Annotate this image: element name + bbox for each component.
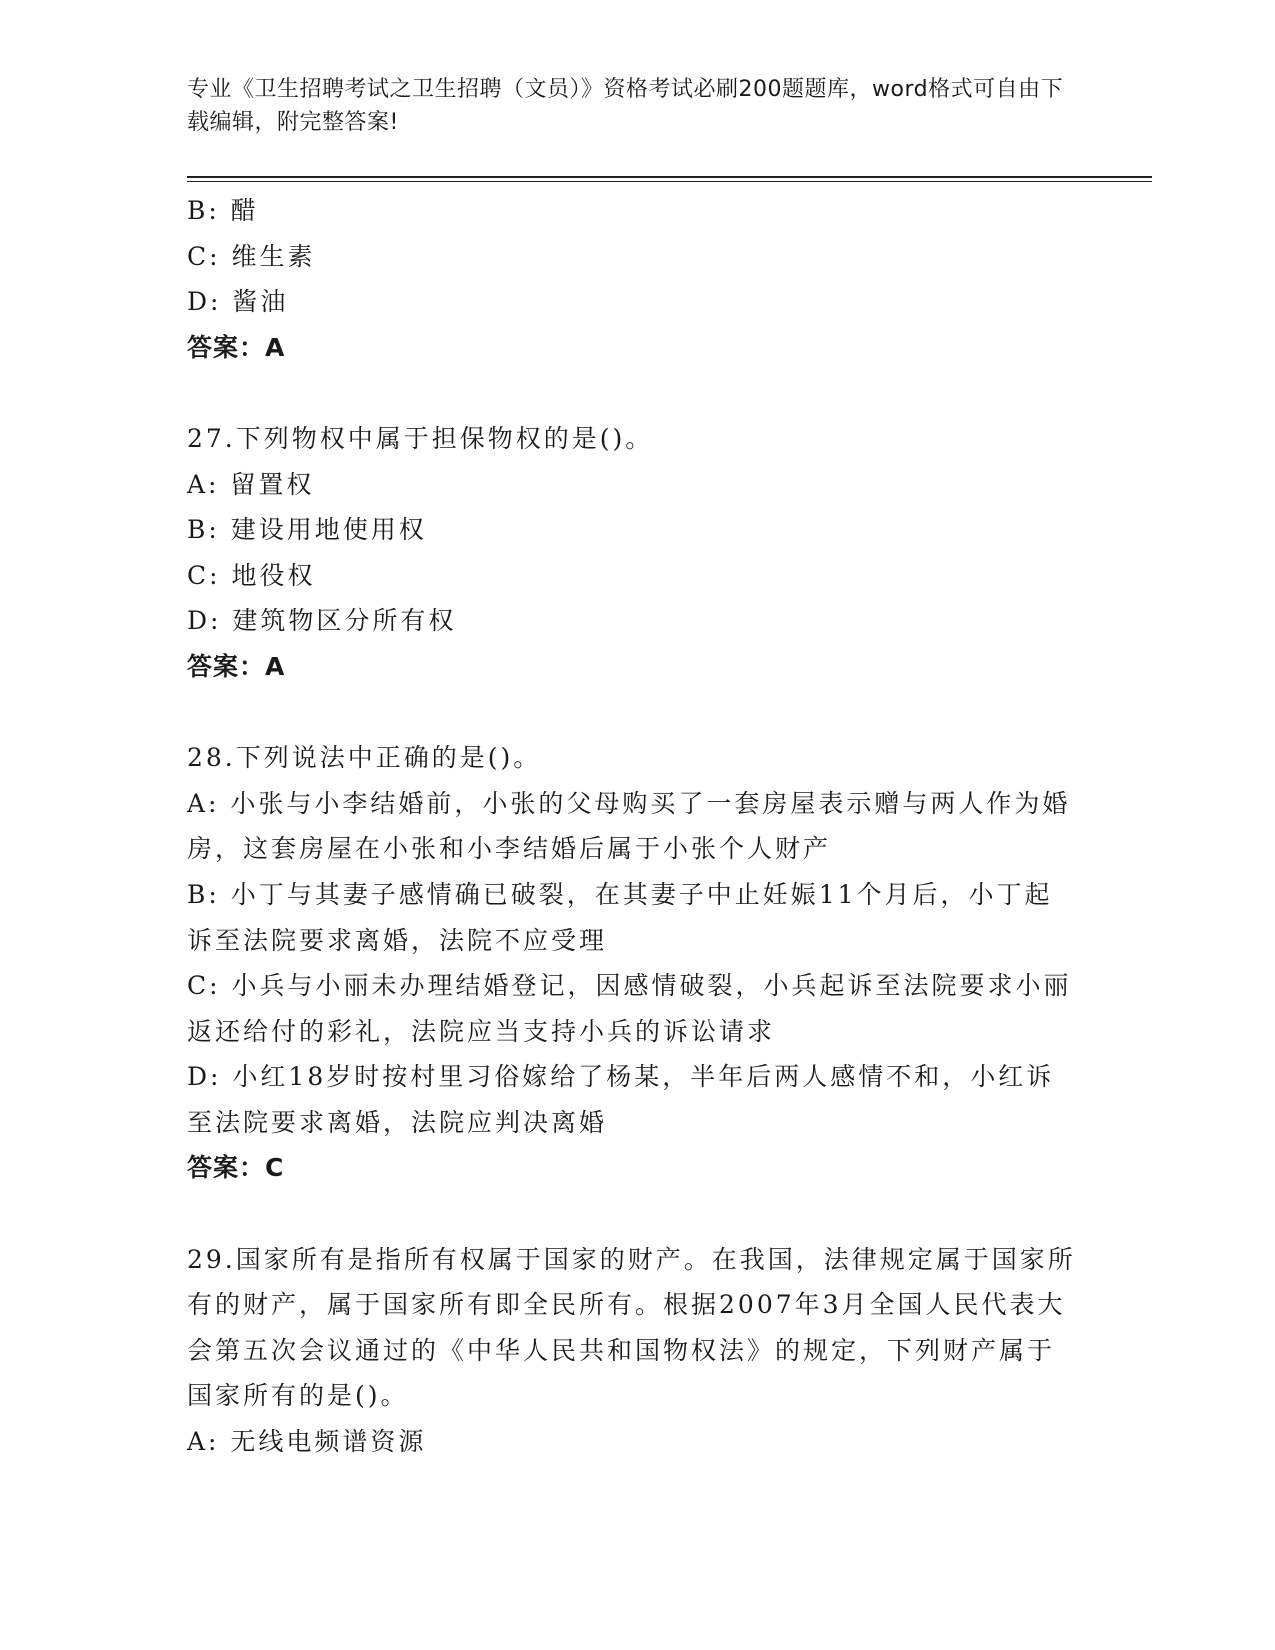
option-d: D: 建筑物区分所有权	[187, 606, 457, 636]
spacer	[187, 370, 1077, 416]
header-divider-thin	[187, 181, 1152, 182]
option-d: D: 小红18岁时按村里习俗嫁给了杨某，半年后两人感情不和，小红诉至法院要求离婚，法院应判决离婚	[187, 1062, 1055, 1137]
option-c: C: 小兵与小丽未办理结婚登记，因感情破裂，小兵起诉至法院要求小丽返还给付的彩礼，法院应当支持小兵的诉讼请求	[187, 971, 1072, 1046]
question-27	[187, 416, 1077, 690]
option-b: B: 小丁与其妻子感情确已破裂，在其妻子中止妊娠11个月后，小丁起诉至法院要求离婚，法院不应受理	[187, 879, 1053, 955]
question-29	[187, 1237, 1077, 1465]
answer-label: 答案：A	[187, 332, 286, 362]
question-stem: 27.下列物权中属于担保物权的是()。	[187, 423, 654, 453]
option-a: A: 无线电频谱资源	[187, 1427, 427, 1457]
header-divider	[187, 176, 1152, 178]
question-stem: 29.国家所有是指所有权属于国家的财产。在我国，法律规定属于国家所有的财产，属于国家所有即全民所有。根据2007年3月全国人民代表大会第五次会议通过的《中华人民共和国物权法》的规定，下列财产属于国家所有的是()。	[187, 1244, 1076, 1411]
answer-label: 答案：C	[187, 1153, 285, 1183]
page-header: 专业《卫生招聘考试之卫生招聘（文员）》资格考试必刷200题题库，word格式可自由下载编辑，附完整答案!	[187, 77, 1064, 135]
answer-label: 答案：A	[187, 651, 286, 681]
question-28	[187, 735, 1077, 1191]
option-b: B: 醋	[187, 196, 259, 225]
spacer	[187, 1191, 1077, 1237]
option-c: C: 地役权	[187, 560, 316, 590]
option-a: A: 留置权	[187, 469, 315, 499]
option-c: C: 维生素	[187, 241, 316, 271]
question-26-continued	[187, 188, 1077, 370]
option-a: A: 小张与小李结婚前，小张的父母购买了一套房屋表示赠与两人作为婚房，这套房屋在小张和小李结婚后属于小张个人财产	[187, 788, 1071, 864]
option-d: D: 酱油	[187, 287, 289, 317]
option-b: B: 建设用地使用权	[187, 515, 427, 545]
question-content	[187, 188, 1077, 1465]
question-stem: 28.下列说法中正确的是()。	[187, 743, 542, 773]
spacer	[187, 690, 1077, 736]
